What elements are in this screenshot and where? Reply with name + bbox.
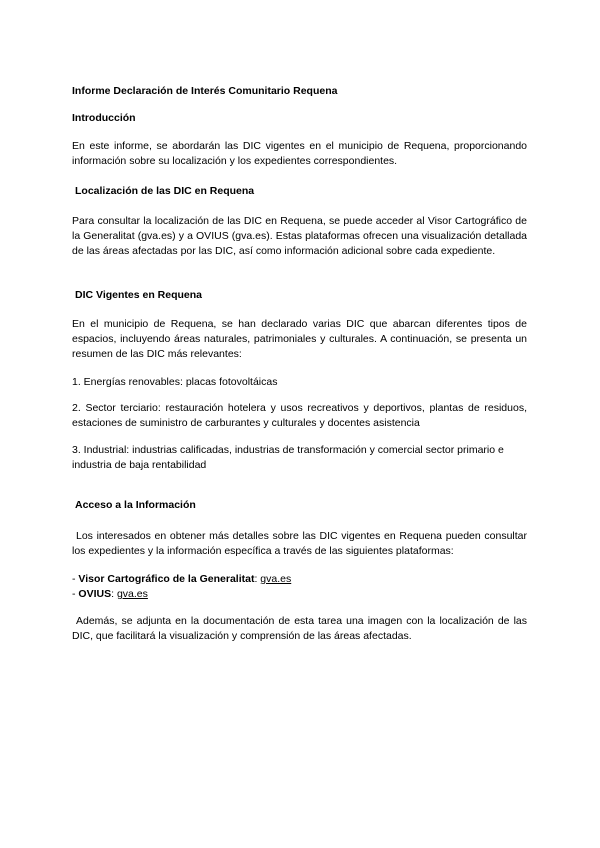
link-row — [72, 587, 527, 602]
link-row — [72, 572, 527, 587]
location-paragraph: Para consultar la localización de las DIC en Requena, se puede acceder al Visor Cartográfico de la Generalitat (gva.es) y a OVIUS (gva.es). Estas plataformas ofrecen una visualización detallada de las áreas afectadas por las DIC, así como información adicional sobre cada expediente. — [72, 215, 527, 257]
link-prefix: - — [72, 573, 79, 585]
access-heading: Acceso a la Información — [75, 499, 196, 511]
link-label: OVIUS — [78, 588, 112, 600]
link-separator: : — [254, 573, 261, 585]
closing-paragraph: Además, se adjunta en la documentación de esta tarea una imagen con la localización de las DIC, que facilitará la visualización y comprensión de las áreas afectadas. — [72, 615, 527, 642]
intro-heading: Introducción — [72, 112, 136, 124]
location-heading: Localización de las DIC en Requena — [75, 185, 255, 197]
link-label: Visor Cartográfico de la Generalitat — [78, 573, 255, 585]
list-item: 1. Energías renovables: placas fotovoltáicas — [72, 376, 278, 388]
gva-link[interactable]: gva.es — [260, 573, 292, 585]
access-paragraph: Los interesados en obtener más detalles sobre las DIC vigentes en Requena pueden consultar los expedientes y la información específica a través de las siguientes plataformas: — [72, 530, 527, 557]
list-item: 3. Industrial: industrias calificadas, industrias de transformación y comercial sector primario e industria de baja rentabilidad — [72, 444, 504, 471]
gva-link[interactable]: gva.es — [116, 588, 148, 600]
document-title: Informe Declaración de Interés Comunitario Requena — [72, 85, 338, 97]
intro-paragraph: En este informe, se abordarán las DIC vigentes en el municipio de Requena, proporcionando información sobre su localización y los expedientes correspondientes. — [72, 140, 527, 167]
link-prefix: - — [72, 588, 79, 600]
vigentes-paragraph: En el municipio de Requena, se han declarado varias DIC que abarcan diferentes tipos de espacios, incluyendo áreas naturales, patrimoniales y culturales. A continuación, se presenta un resumen de las DIC más relevantes: — [72, 318, 527, 360]
vigentes-heading: DIC Vigentes en Requena — [75, 289, 203, 301]
link-separator: : — [111, 588, 117, 600]
list-item: 2. Sector terciario: restauración hotelera y usos recreativos y deportivos, plantas de residuos, estaciones de suministro de carburantes y culturales y docentes asistencia — [72, 402, 527, 429]
